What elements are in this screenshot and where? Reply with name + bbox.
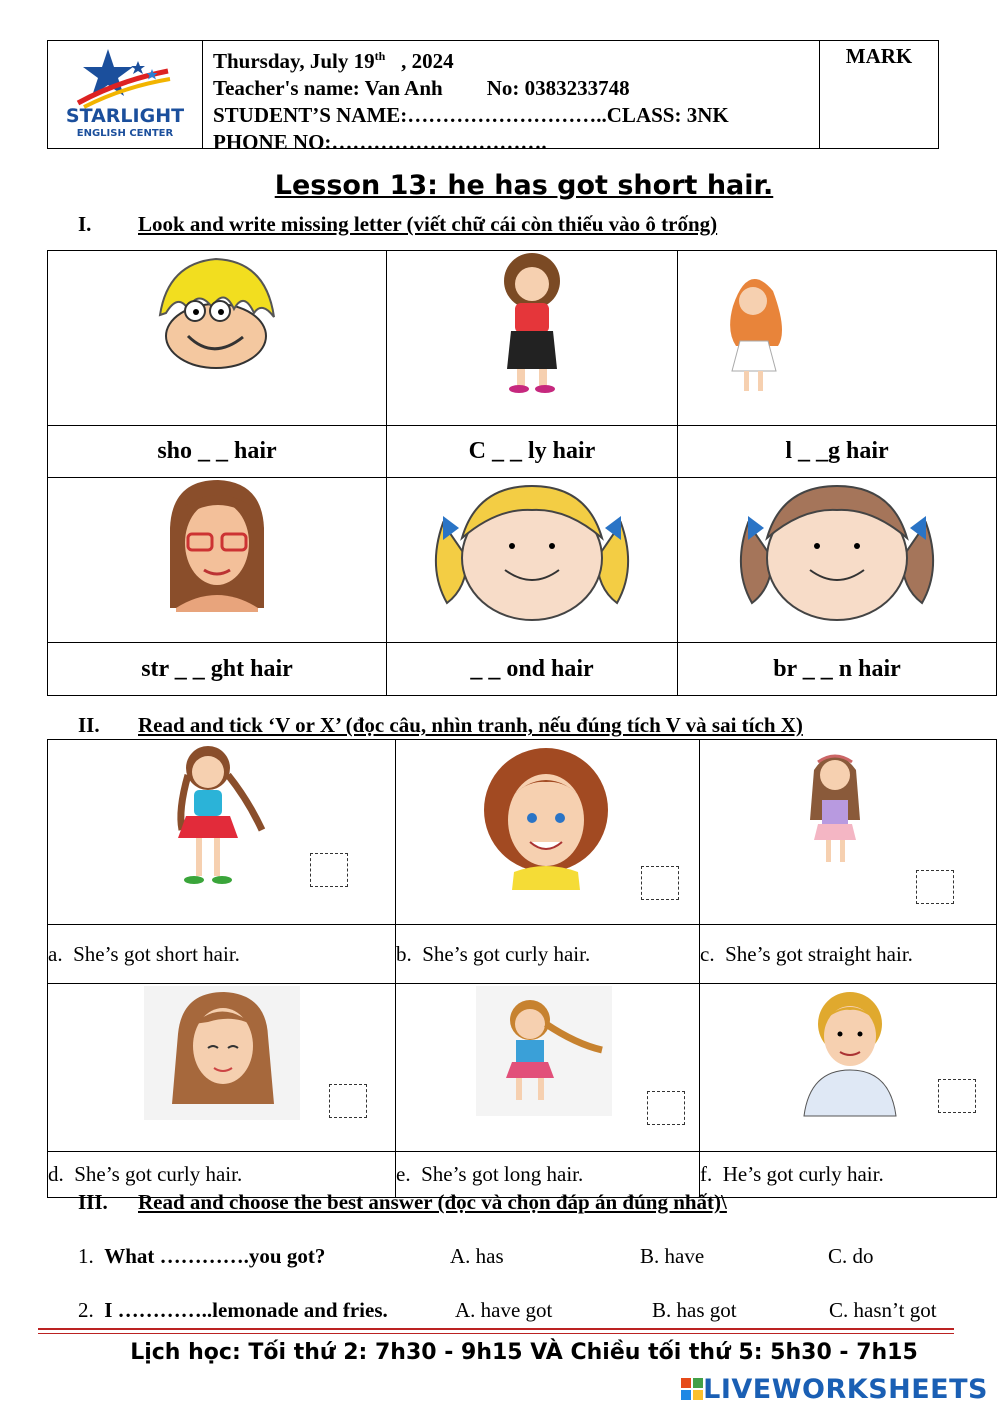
logo-subtitle: ENGLISH CENTER <box>76 128 174 139</box>
q1-option-b[interactable]: B. have <box>640 1244 705 1268</box>
section-2-table <box>47 739 997 1198</box>
question-1: 1. What ………….you got? <box>78 1244 326 1268</box>
section-1-heading: I. Look and write missing letter (viết chữ cái còn thiếu vào ô trống) <box>78 212 718 236</box>
brown-pigtails-face-icon <box>678 478 996 637</box>
missing-letter-item-3[interactable]: l _ _g hair <box>678 426 997 478</box>
mark-cell: MARK <box>845 44 913 68</box>
liveworksheets-logo-icon <box>681 1378 703 1400</box>
statement-e: e. She’s got long hair. <box>396 1152 700 1198</box>
schedule-text: Lịch học: Tối thứ 2: 7h30 - 9h15 VÀ Chiều tối thứ 5: 5h30 - 7h15 <box>130 1340 918 1365</box>
tick-box-c[interactable] <box>916 870 954 904</box>
q2-option-c[interactable]: C. hasn’t got <box>829 1298 937 1322</box>
picture-curly-boy <box>700 984 997 1152</box>
picture-curly-girl <box>396 740 700 925</box>
q1-option-c[interactable]: C. do <box>828 1244 874 1268</box>
logo-cell <box>48 41 203 148</box>
braids-girl-icon <box>48 740 395 919</box>
curly-girl-icon <box>387 251 677 420</box>
q2-option-b[interactable]: B. has got <box>652 1298 737 1322</box>
statement-b: b. She’s got curly hair. <box>396 925 700 984</box>
picture-pigtail-girl <box>396 984 700 1152</box>
q1-option-a[interactable]: A. has <box>450 1244 504 1268</box>
missing-letter-item-2[interactable]: C _ _ ly hair <box>387 426 678 478</box>
section-1-table <box>47 250 997 696</box>
tick-box-a[interactable] <box>310 853 348 887</box>
statement-c: c. She’s got straight hair. <box>700 925 997 984</box>
picture-straight-hair <box>48 478 387 643</box>
date-line: Thursday, July 19th , 2024 <box>213 49 454 73</box>
picture-braids-girl <box>48 740 396 925</box>
logo-name: STARLIGHT <box>65 105 185 127</box>
footer-divider-thin <box>38 1333 954 1334</box>
statement-d: d. She’s got curly hair. <box>48 1152 396 1198</box>
statement-f: f. He’s got curly hair. <box>700 1152 997 1198</box>
phone-field[interactable]: PHONE NO:…………………………. <box>213 130 547 154</box>
tick-box-f[interactable] <box>938 1079 976 1113</box>
missing-letter-item-4[interactable]: str _ _ ght hair <box>48 643 387 696</box>
teacher-line: Teacher's name: Van Anh No: 0383233748 <box>213 76 630 100</box>
boy-glasses-face-icon <box>48 251 386 420</box>
liveworksheets-watermark: LIVEWORKSHEETS <box>681 1374 988 1405</box>
tick-box-e[interactable] <box>647 1091 685 1125</box>
section-3-heading: III. Read and choose the best answer (đọc và chọn đáp án đúng nhất)\ <box>78 1190 727 1214</box>
q2-option-a[interactable]: A. have got <box>455 1298 553 1322</box>
straight-hair-woman-icon <box>48 478 386 637</box>
blond-pigtails-face-icon <box>387 478 677 637</box>
long-hair-girl-icon <box>678 251 996 420</box>
missing-letter-item-6[interactable]: br _ _ n hair <box>678 643 997 696</box>
lesson-title: Lesson 13: he has got short hair. <box>274 170 774 201</box>
student-name-field[interactable]: STUDENT’S NAME:………………………..CLASS: 3NK <box>213 103 729 127</box>
picture-brown-hair <box>678 478 997 643</box>
picture-blond-hair <box>387 478 678 643</box>
picture-curly-hair <box>387 251 678 426</box>
picture-short-hair <box>48 251 387 426</box>
missing-letter-item-1[interactable]: sho _ _ hair <box>48 426 387 478</box>
picture-long-hair <box>678 251 997 426</box>
curly-hair-boy-icon <box>700 984 996 1146</box>
tick-box-b[interactable] <box>641 866 679 900</box>
statement-a: a. She’s got short hair. <box>48 925 396 984</box>
missing-letter-item-5[interactable]: _ _ ond hair <box>387 643 678 696</box>
woman-long-hair-icon <box>48 984 395 1146</box>
info-cell <box>203 41 820 154</box>
question-2: 2. I …………..lemonade and fries. <box>78 1298 388 1322</box>
header-box <box>47 40 939 154</box>
picture-woman-long-hair <box>48 984 396 1152</box>
tick-box-d[interactable] <box>329 1084 367 1118</box>
picture-straight-girl <box>700 740 997 925</box>
section-2-heading: II. Read and tick ‘V or X’ (đọc câu, nhìn tranh, nếu đúng tích V và sai tích X) <box>78 713 803 737</box>
footer-divider <box>38 1328 954 1330</box>
